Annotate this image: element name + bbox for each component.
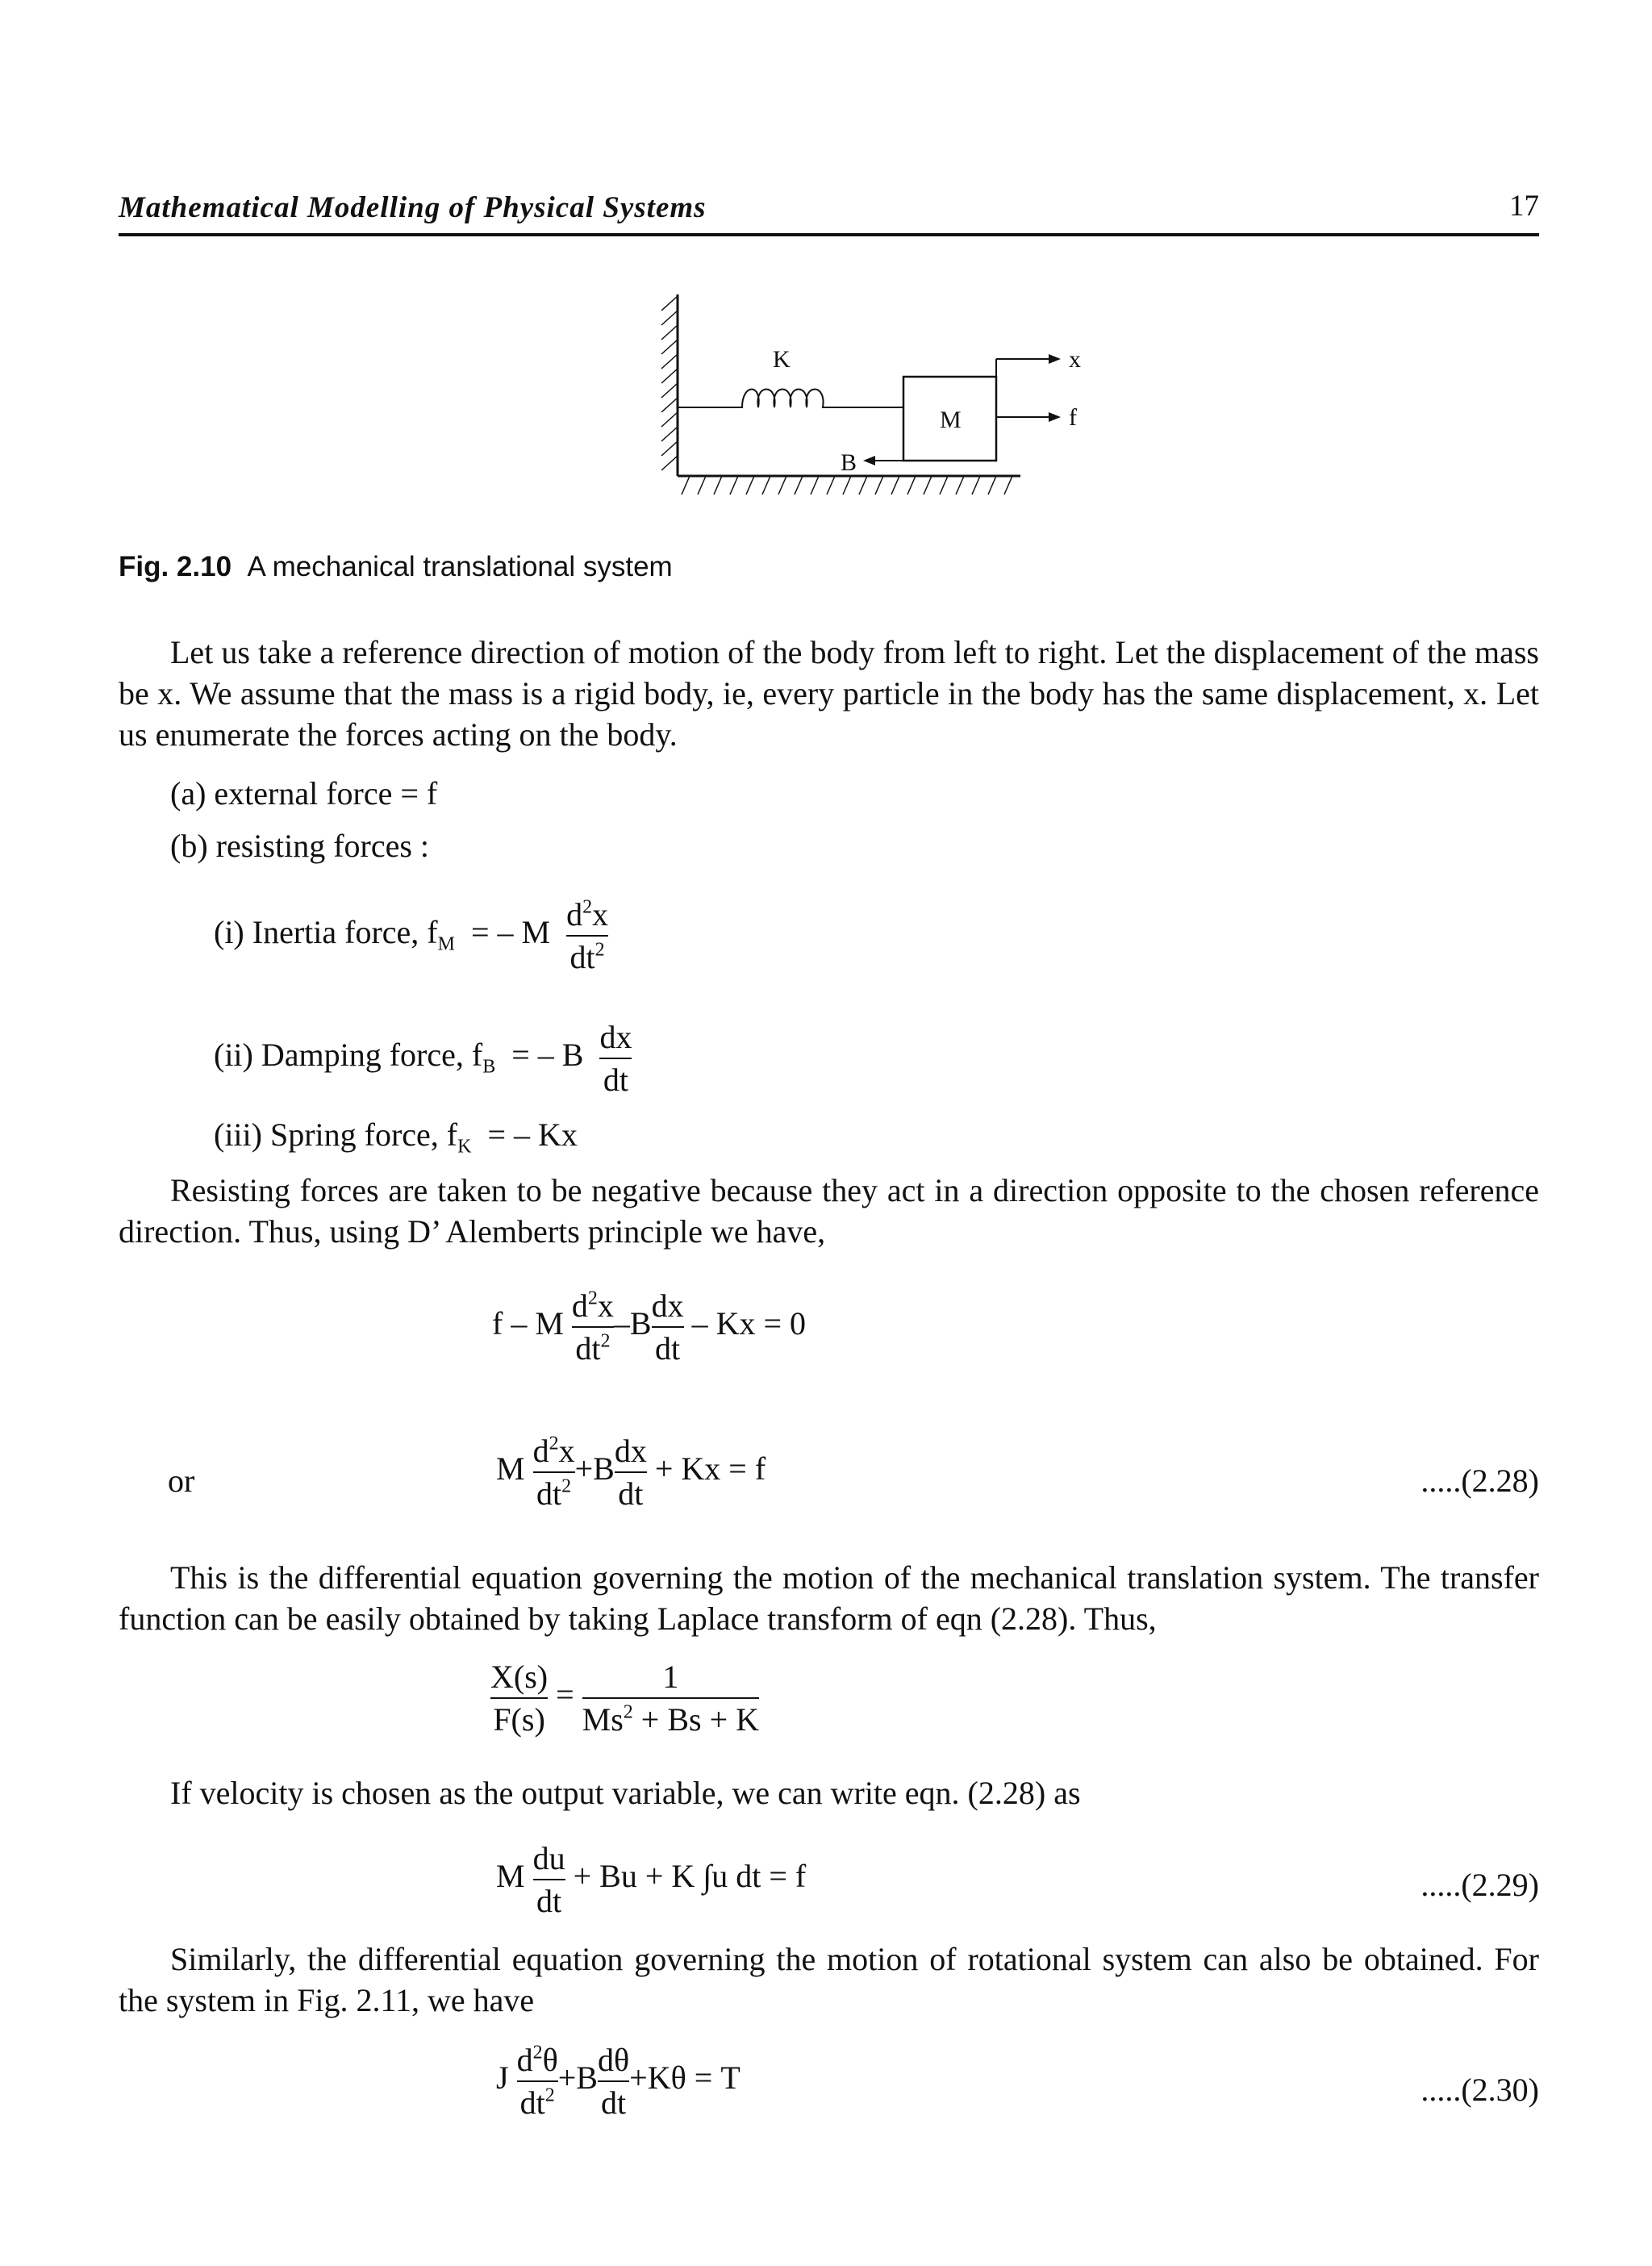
page-number: 17 <box>1509 190 1539 223</box>
figure-caption <box>119 551 673 583</box>
transfer-function-equation: $\frac{X(s)}{F(s)}$ = $\frac{1}{Ms^2 + Bs + K}$ <box>490 1659 760 1738</box>
ground-hatching <box>682 476 1012 495</box>
dalembert-equation: f – M $\frac{d^2x}{dt^2}$ –B $\frac{dx}{dt}$ – Kx = 0 <box>492 1287 807 1367</box>
paragraph-velocity-text: If velocity is chosen as the output variable, we can write eqn. (2.28) as <box>170 1775 1081 1811</box>
damping-force-equation: (ii) Damping force, $f_B$ = – B $\frac{dx}{dt}$ <box>214 1019 632 1098</box>
d2x-dt2-fraction: $\frac{d^2x}{dt^2}$ <box>566 896 609 975</box>
inertia-force-equation: (i) Inertia force, $f_M$ = – M $\frac{d^2x}{dt^2}$ <box>214 896 609 975</box>
equation-number-2-28: .....(2.28) <box>1420 1463 1539 1499</box>
paragraph-rotational <box>119 1938 1539 2021</box>
paragraph-transfer-function-text: This is the differential equation governing the motion of the mechanical translation system. The transfer function can be easily obtained by taking Laplace transform of eqn (2.28). Thus, <box>119 1559 1539 1637</box>
paragraph-intro <box>119 632 1539 755</box>
paragraph-resisting <box>119 1170 1539 1252</box>
equation-2-28: M $\frac{d^2x}{dt^2}$ +B $\frac{dx}{dt}$ + Kx = f <box>496 1433 766 1512</box>
paragraph-intro-text: Let us take a reference direction of motion of the body from left to right. Let the displacement of the mass be x. We assume that the mass is a rigid body, ie, every particle in the body has the same displacement, x. Let us enumerate the forces acting on the body. <box>119 634 1539 753</box>
equation-2-29: M $\frac{du}{dt}$ + Bu + K ∫u dt = f <box>496 1840 807 1919</box>
paragraph-velocity <box>119 1772 1539 1813</box>
header-rule <box>119 233 1539 236</box>
displacement-label: x <box>1069 346 1081 373</box>
equation-number-2-29: .....(2.29) <box>1420 1867 1539 1903</box>
spring <box>678 390 903 408</box>
figure-caption-number: Fig. 2.10 <box>119 551 232 582</box>
running-header-title: Mathematical Modelling of Physical Systems <box>119 191 707 224</box>
item-resisting-forces: (b) resisting forces : <box>170 828 430 864</box>
force-label: f <box>1069 404 1077 431</box>
or-label: or <box>168 1463 195 1499</box>
paragraph-resisting-text: Resisting forces are taken to be negative because they act in a direction opposite to the chosen reference direction. Thus, using D’ Alemberts principle we have, <box>119 1172 1539 1250</box>
left-wall-hatching <box>661 296 678 470</box>
equation-2-30: J $\frac{d^2\theta}{dt^2}$ +B $\frac{d\theta}{dt}$ +Kθ = T <box>496 2042 740 2121</box>
dx-dt-fraction: $\frac{dx}{dt}$ <box>599 1019 632 1098</box>
figure-caption-text: A mechanical translational system <box>247 551 673 582</box>
damper-label: B <box>841 449 857 476</box>
item-external-force: (a) external force = f <box>170 775 438 812</box>
equation-number-2-30: .....(2.30) <box>1420 2072 1539 2108</box>
mass-label: M <box>940 407 962 433</box>
paragraph-transfer-function <box>119 1557 1539 1639</box>
mechanical-system-figure <box>629 286 1129 528</box>
paragraph-rotational-text: Similarly, the differential equation governing the motion of rotational system can also be obtained. For the system in Fig. 2.11, we have <box>119 1941 1539 2018</box>
spring-label: K <box>773 346 791 373</box>
spring-force-equation: (iii) Spring force, $f_K$ = – Kx <box>214 1116 578 1158</box>
